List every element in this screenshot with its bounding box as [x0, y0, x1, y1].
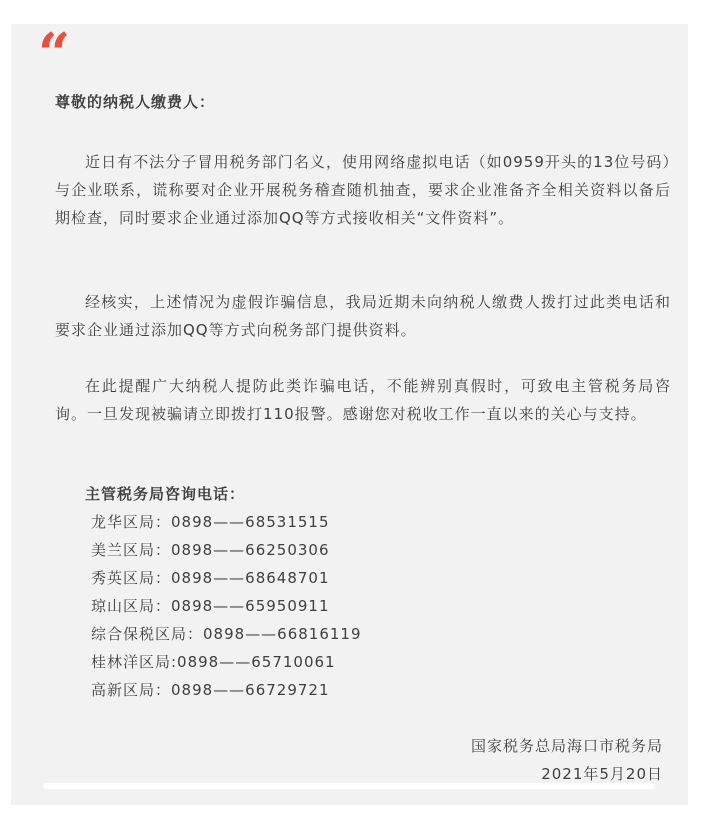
contacts-section [85, 480, 645, 704]
signature [263, 732, 663, 788]
contact-item-meilan: 美兰区局：0898——66250306 [91, 541, 330, 559]
salutation: 尊敬的纳税人缴费人： [55, 93, 216, 111]
paragraph-fraud-description: 近日有不法分子冒用税务部门名义，使用网络虚拟电话（如0959开头的13位号码）与企业联系，谎称要对企业开展税务稽查随机抽查，要求企业准备齐全相关资料以备后期检查，同时要求企业通过添加QQ等方式接收相关“文件资料”。 [55, 153, 671, 227]
contact-item-longhua: 龙华区局：0898——68531515 [91, 513, 330, 531]
signature-organization: 国家税务总局海口市税务局 [470, 737, 663, 755]
contacts-title: 主管税务局咨询电话： [85, 485, 246, 503]
notice-card [11, 21, 688, 805]
contact-item-qiongshan: 琼山区局：0898——65950911 [91, 597, 330, 615]
contact-item-bonded-zone: 综合保税区局：0898——66816119 [91, 625, 362, 643]
bottom-divider [43, 783, 655, 789]
contact-item-guilinyang: 桂林洋区局:0898——65710061 [91, 653, 336, 671]
paragraph-reminder: 在此提醒广大纳税人提防此类诈骗电话，不能辨别真假时，可致电主管税务局咨询。一旦发现被骗请立即拨打110报警。感谢您对税收工作一直以来的关心与支持。 [55, 377, 671, 423]
contact-item-hi-tech: 高新区局：0898——66729721 [91, 681, 330, 699]
quote-mark-icon: “ [38, 21, 71, 87]
contact-list [85, 508, 645, 704]
paragraph-verification: 经核实，上述情况为虚假诈骗信息，我局近期未向纳税人缴费人拨打过此类电话和要求企业通过添加QQ等方式向税务部门提供资料。 [55, 293, 671, 339]
signature-date: 2021年5月20日 [541, 765, 663, 783]
notice-content [55, 88, 671, 783]
contact-item-xiuying: 秀英区局：0898——68648701 [91, 569, 330, 587]
